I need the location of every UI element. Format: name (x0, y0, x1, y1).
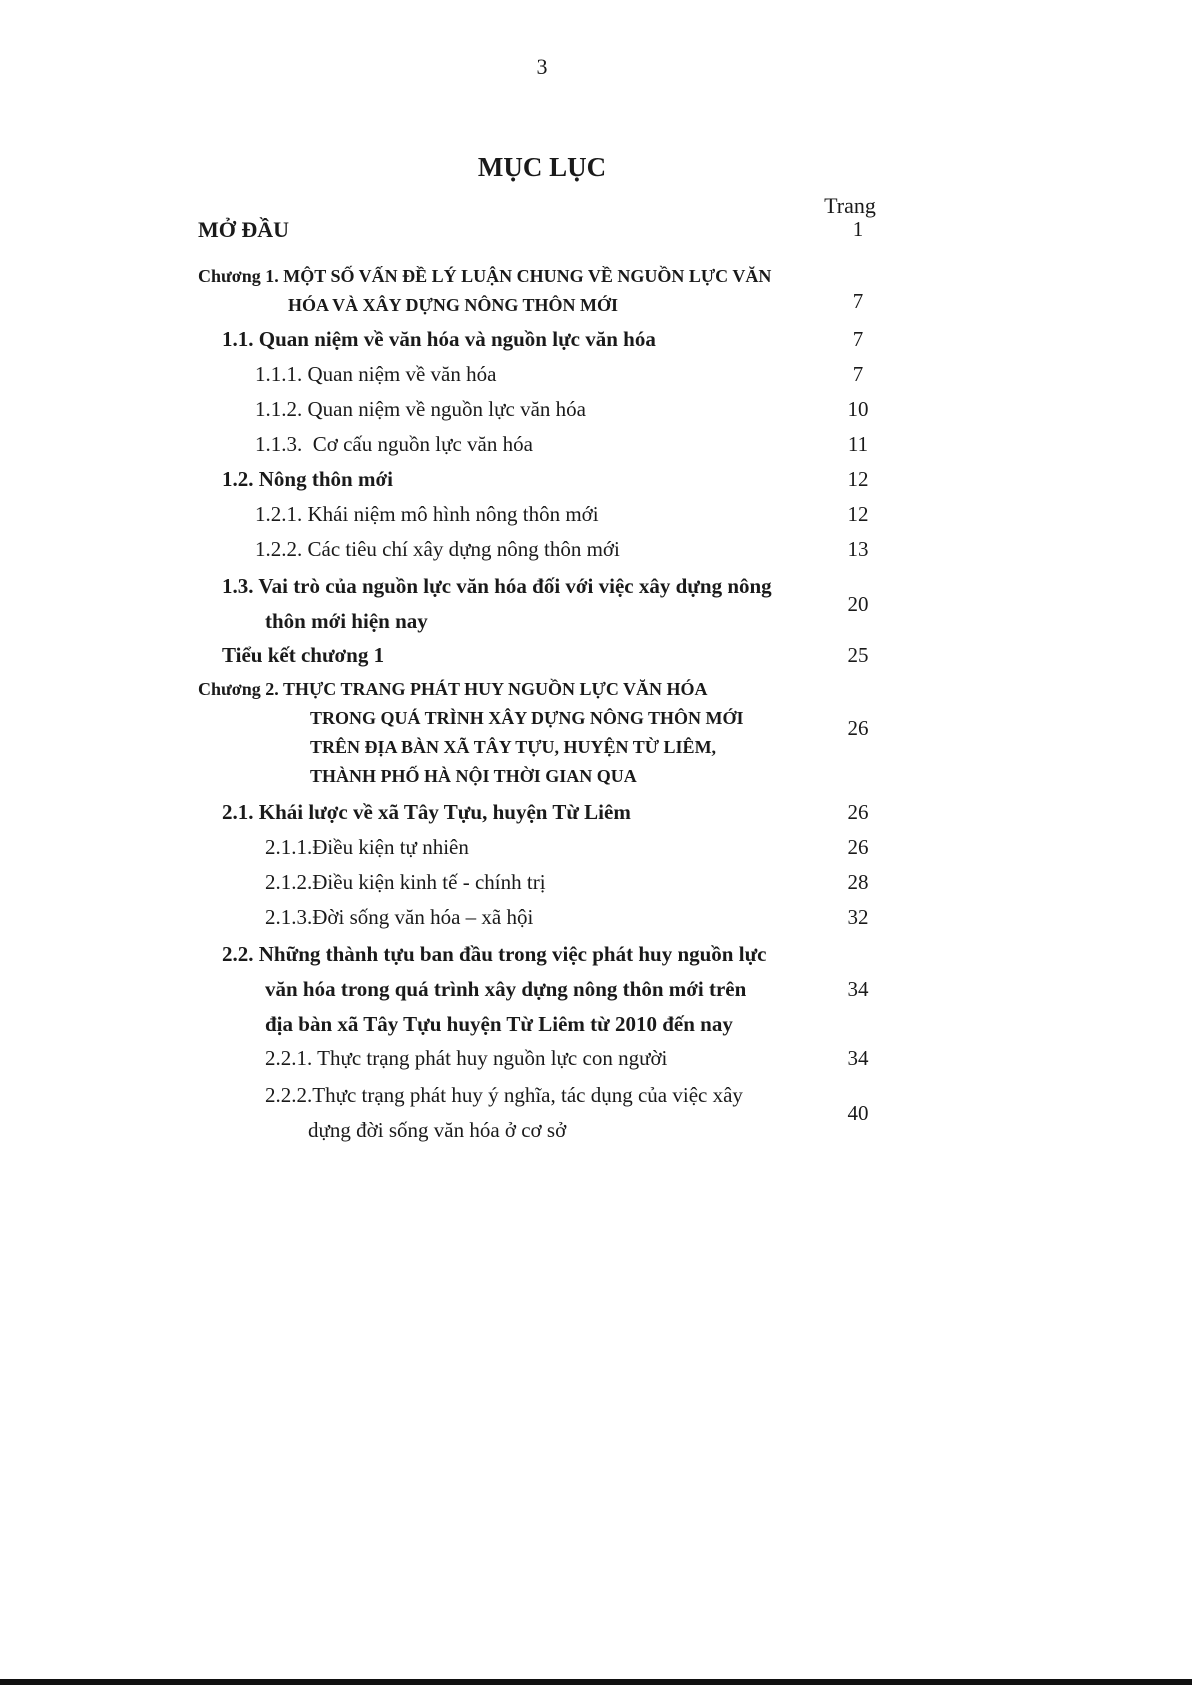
toc-entry-1-2[interactable] (222, 462, 898, 497)
toc-entry-page: 20 (847, 592, 869, 616)
toc-entry-text: dựng đời sống văn hóa ở cơ sở (308, 1118, 567, 1142)
toc-entry-page: 12 (847, 467, 869, 491)
toc-entry-1-1[interactable] (222, 322, 898, 357)
toc-entry-1-2-1[interactable] (255, 497, 898, 532)
toc-entry-page: 7 (852, 327, 864, 351)
toc-entry-text: TRONG QUÁ TRÌNH XÂY DỰNG NÔNG THÔN MỚI (310, 708, 744, 728)
toc-entry-text: 1.2.2. Các tiêu chí xây dựng nông thôn mới (255, 537, 620, 561)
toc-entry-mo-dau[interactable] (198, 212, 898, 247)
toc-entry-2-2-2[interactable] (265, 1078, 898, 1148)
toc-entry-text: Tiểu kết chương 1 (222, 643, 385, 667)
toc-entry-text: MỞ ĐẦU (198, 217, 290, 242)
toc-entry-2-2[interactable] (222, 937, 898, 1042)
toc-entry-2-1-2[interactable] (265, 865, 898, 900)
toc-entry-text: thôn mới hiện nay (265, 609, 428, 633)
toc-entry-text: THÀNH PHỐ HÀ NỘI THỜI GIAN QUA (310, 766, 637, 786)
toc-entry-text: 1.1.1. Quan niệm về văn hóa (255, 362, 497, 386)
toc-entry-text: 2.2.1. Thực trạng phát huy nguồn lực con người (265, 1046, 668, 1070)
toc-entry-2-2-1[interactable] (265, 1041, 898, 1076)
page-column-header: Trang (824, 193, 876, 218)
toc-entry-page: 7 (852, 362, 864, 386)
toc-entry-page: 11 (847, 432, 869, 456)
toc-entry-text: 1.1.2. Quan niệm về nguồn lực văn hóa (255, 397, 586, 421)
toc-entry-text: 2.1.2.Điều kiện kinh tế - chính trị (265, 870, 546, 894)
toc-entry-1-3[interactable] (222, 569, 898, 639)
toc-entry-text: 2.2. Những thành tựu ban đầu trong việc phát huy nguồn lực (222, 942, 767, 966)
toc-entry-page: 32 (847, 905, 869, 929)
toc-entry-page: 26 (847, 835, 869, 859)
toc-entry-page: 34 (847, 977, 869, 1001)
toc-entry-text: 2.1. Khái lược về xã Tây Tựu, huyện Từ Liêm (222, 800, 631, 824)
toc-entry-page: 26 (847, 800, 869, 824)
toc-entry-text: 2.1.1.Điều kiện tự nhiên (265, 835, 469, 859)
toc-entry-chapter-1-summary[interactable] (222, 638, 898, 673)
toc-entry-text: HÓA VÀ XÂY DỰNG NÔNG THÔN MỚI (288, 295, 619, 315)
toc-entry-page: 12 (847, 502, 869, 526)
toc-entry-1-1-2[interactable] (255, 392, 898, 427)
toc-entry-page: 1 (852, 217, 864, 241)
toc-entry-1-2-2[interactable] (255, 532, 898, 567)
toc-entry-text: địa bàn xã Tây Tựu huyện Từ Liêm từ 2010 đến nay (265, 1012, 733, 1036)
toc-entry-text: 2.1.3.Đời sống văn hóa – xã hội (265, 905, 534, 929)
toc-entry-text: 1.2. Nông thôn mới (222, 467, 393, 491)
toc-entry-text: TRÊN ĐỊA BÀN XÃ TÂY TỰU, HUYỆN TỪ LIÊM, (310, 737, 717, 757)
page-number: 3 (536, 54, 548, 79)
toc-title: MỤC LỤC (477, 152, 607, 182)
toc-entry-2-1-3[interactable] (265, 900, 898, 935)
toc-entry-chapter-1[interactable] (198, 262, 898, 320)
toc-entry-1-1-3[interactable] (255, 427, 898, 462)
toc-entry-page: 26 (847, 716, 869, 740)
toc-entry-page: 25 (847, 643, 869, 667)
bottom-edge-bar (0, 1679, 1192, 1685)
toc-entry-text: văn hóa trong quá trình xây dựng nông thôn mới trên (265, 977, 747, 1001)
toc-entry-page: 34 (847, 1046, 869, 1070)
toc-entry-2-1-1[interactable] (265, 830, 898, 865)
toc-entry-page: 13 (847, 537, 869, 561)
toc-entry-2-1[interactable] (222, 795, 898, 830)
toc-entry-text: 1.3. Vai trò của nguồn lực văn hóa đối với việc xây dựng nông (222, 574, 772, 598)
toc-entry-page: 40 (847, 1101, 869, 1125)
toc-entry-text: 1.2.1. Khái niệm mô hình nông thôn mới (255, 502, 599, 526)
toc-entry-text: Chương 2. THỰC TRANG PHÁT HUY NGUỒN LỰC VĂN HÓA (198, 679, 708, 699)
toc-entry-page: 28 (847, 870, 869, 894)
toc-entry-text: 1.1.3. Cơ cấu nguồn lực văn hóa (255, 432, 533, 456)
toc-entry-page: 7 (852, 289, 864, 313)
toc-entry-chapter-2[interactable] (198, 675, 898, 791)
toc-entry-text: 1.1. Quan niệm về văn hóa và nguồn lực văn hóa (222, 327, 656, 351)
toc-entry-1-1-1[interactable] (255, 357, 898, 392)
toc-entry-text: Chương 1. MỘT SỐ VẤN ĐỀ LÝ LUẬN CHUNG VỀ NGUỒN LỰC VĂN (198, 266, 772, 286)
toc-entry-text: 2.2.2.Thực trạng phát huy ý nghĩa, tác dụng của việc xây (265, 1083, 743, 1107)
toc-entry-page: 10 (847, 397, 869, 421)
